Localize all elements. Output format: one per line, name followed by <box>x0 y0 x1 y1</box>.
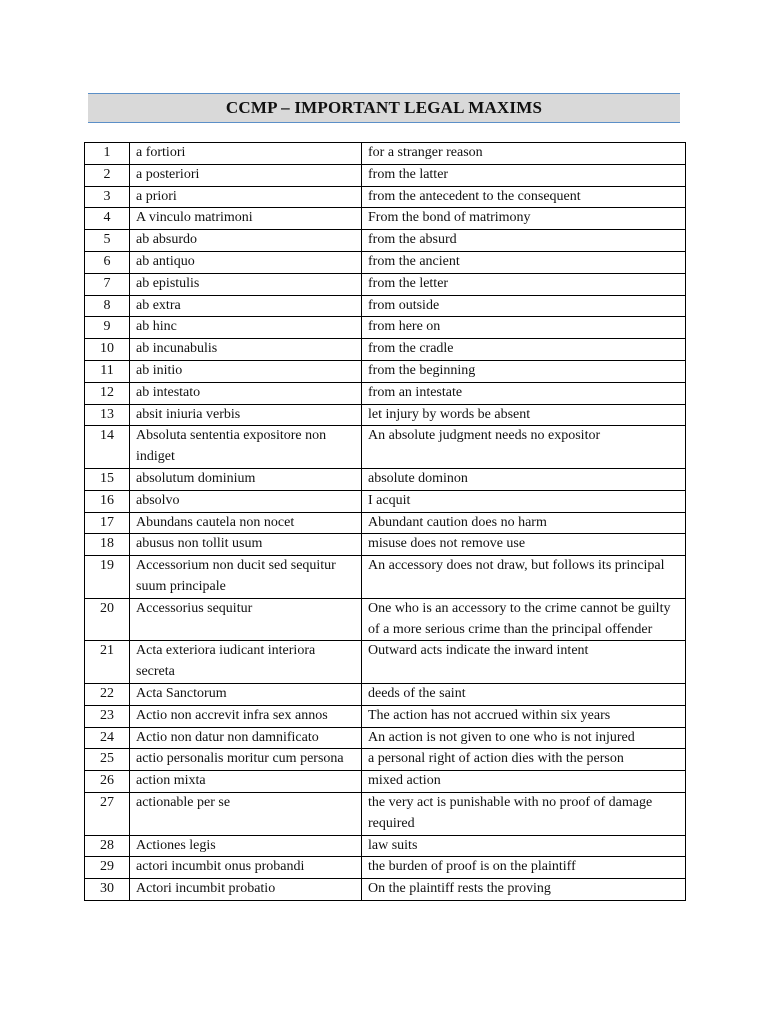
table-row <box>85 317 686 339</box>
row-number: 6 <box>85 251 130 273</box>
latin-maxim: ab incunabulis <box>130 339 362 361</box>
row-number: 2 <box>85 164 130 186</box>
row-number: 30 <box>85 879 130 901</box>
english-meaning: I acquit <box>362 490 686 512</box>
english-meaning: let injury by words be absent <box>362 404 686 426</box>
table-row <box>85 164 686 186</box>
latin-maxim: Acta Sanctorum <box>130 683 362 705</box>
english-meaning: from the absurd <box>362 230 686 252</box>
latin-maxim: Absoluta sententia expositore non indiget <box>130 426 362 469</box>
row-number: 22 <box>85 683 130 705</box>
latin-maxim: ab intestato <box>130 382 362 404</box>
latin-maxim: Actio non datur non damnificato <box>130 727 362 749</box>
latin-maxim: action mixta <box>130 771 362 793</box>
english-meaning: Abundant caution does no harm <box>362 512 686 534</box>
table-row <box>85 683 686 705</box>
row-number: 17 <box>85 512 130 534</box>
english-meaning: from the ancient <box>362 251 686 273</box>
latin-maxim: ab hinc <box>130 317 362 339</box>
row-number: 27 <box>85 792 130 835</box>
english-meaning: from here on <box>362 317 686 339</box>
table-row <box>85 208 686 230</box>
table-row <box>85 749 686 771</box>
english-meaning: from the cradle <box>362 339 686 361</box>
english-meaning: An accessory does not draw, but follows its principal <box>362 556 686 599</box>
english-meaning: misuse does not remove use <box>362 534 686 556</box>
table-row <box>85 273 686 295</box>
maxims-table-body <box>85 143 686 901</box>
latin-maxim: Actori incumbit probatio <box>130 879 362 901</box>
latin-maxim: actionable per se <box>130 792 362 835</box>
table-row <box>85 705 686 727</box>
latin-maxim: ab extra <box>130 295 362 317</box>
maxims-table <box>84 142 686 901</box>
table-row <box>85 556 686 599</box>
row-number: 18 <box>85 534 130 556</box>
row-number: 16 <box>85 490 130 512</box>
latin-maxim: Accessorium non ducit sed sequitur suum principale <box>130 556 362 599</box>
english-meaning: law suits <box>362 835 686 857</box>
english-meaning: absolute dominon <box>362 468 686 490</box>
latin-maxim: actori incumbit onus probandi <box>130 857 362 879</box>
english-meaning: from the antecedent to the consequent <box>362 186 686 208</box>
english-meaning: from the letter <box>362 273 686 295</box>
table-row <box>85 251 686 273</box>
latin-maxim: Actio non accrevit infra sex annos <box>130 705 362 727</box>
row-number: 23 <box>85 705 130 727</box>
latin-maxim: abusus non tollit usum <box>130 534 362 556</box>
table-row <box>85 295 686 317</box>
row-number: 4 <box>85 208 130 230</box>
table-row <box>85 382 686 404</box>
document-title: CCMP – IMPORTANT LEGAL MAXIMS <box>88 93 680 123</box>
latin-maxim: A vinculo matrimoni <box>130 208 362 230</box>
row-number: 13 <box>85 404 130 426</box>
english-meaning: deeds of the saint <box>362 683 686 705</box>
row-number: 25 <box>85 749 130 771</box>
table-row <box>85 360 686 382</box>
latin-maxim: Accessorius sequitur <box>130 598 362 641</box>
english-meaning: From the bond of matrimony <box>362 208 686 230</box>
latin-maxim: absit iniuria verbis <box>130 404 362 426</box>
english-meaning: from an intestate <box>362 382 686 404</box>
row-number: 21 <box>85 641 130 684</box>
row-number: 11 <box>85 360 130 382</box>
latin-maxim: Actiones legis <box>130 835 362 857</box>
latin-maxim: a posteriori <box>130 164 362 186</box>
table-row <box>85 879 686 901</box>
table-row <box>85 230 686 252</box>
english-meaning: The action has not accrued within six years <box>362 705 686 727</box>
latin-maxim: ab epistulis <box>130 273 362 295</box>
english-meaning: the very act is punishable with no proof of damage required <box>362 792 686 835</box>
row-number: 28 <box>85 835 130 857</box>
latin-maxim: absolvo <box>130 490 362 512</box>
english-meaning: One who is an accessory to the crime cannot be guilty of a more serious crime than the principal offender <box>362 598 686 641</box>
row-number: 12 <box>85 382 130 404</box>
row-number: 1 <box>85 143 130 165</box>
row-number: 8 <box>85 295 130 317</box>
table-row <box>85 339 686 361</box>
table-row <box>85 512 686 534</box>
table-row <box>85 404 686 426</box>
row-number: 29 <box>85 857 130 879</box>
table-row <box>85 143 686 165</box>
row-number: 26 <box>85 771 130 793</box>
table-row <box>85 598 686 641</box>
row-number: 7 <box>85 273 130 295</box>
row-number: 10 <box>85 339 130 361</box>
english-meaning: a personal right of action dies with the person <box>362 749 686 771</box>
table-row <box>85 792 686 835</box>
english-meaning: from outside <box>362 295 686 317</box>
table-row <box>85 468 686 490</box>
table-row <box>85 727 686 749</box>
english-meaning: the burden of proof is on the plaintiff <box>362 857 686 879</box>
table-row <box>85 490 686 512</box>
row-number: 3 <box>85 186 130 208</box>
table-row <box>85 426 686 469</box>
row-number: 19 <box>85 556 130 599</box>
row-number: 5 <box>85 230 130 252</box>
table-row <box>85 771 686 793</box>
latin-maxim: a fortiori <box>130 143 362 165</box>
table-row <box>85 186 686 208</box>
row-number: 14 <box>85 426 130 469</box>
latin-maxim: ab initio <box>130 360 362 382</box>
english-meaning: from the latter <box>362 164 686 186</box>
latin-maxim: ab absurdo <box>130 230 362 252</box>
english-meaning: from the beginning <box>362 360 686 382</box>
latin-maxim: a priori <box>130 186 362 208</box>
english-meaning: An action is not given to one who is not injured <box>362 727 686 749</box>
table-row <box>85 534 686 556</box>
table-row <box>85 835 686 857</box>
latin-maxim: absolutum dominium <box>130 468 362 490</box>
latin-maxim: Acta exteriora iudicant interiora secreta <box>130 641 362 684</box>
english-meaning: An absolute judgment needs no expositor <box>362 426 686 469</box>
latin-maxim: ab antiquo <box>130 251 362 273</box>
latin-maxim: actio personalis moritur cum persona <box>130 749 362 771</box>
english-meaning: Outward acts indicate the inward intent <box>362 641 686 684</box>
table-row <box>85 641 686 684</box>
latin-maxim: Abundans cautela non nocet <box>130 512 362 534</box>
row-number: 15 <box>85 468 130 490</box>
row-number: 20 <box>85 598 130 641</box>
row-number: 9 <box>85 317 130 339</box>
table-row <box>85 857 686 879</box>
english-meaning: On the plaintiff rests the proving <box>362 879 686 901</box>
english-meaning: mixed action <box>362 771 686 793</box>
row-number: 24 <box>85 727 130 749</box>
english-meaning: for a stranger reason <box>362 143 686 165</box>
